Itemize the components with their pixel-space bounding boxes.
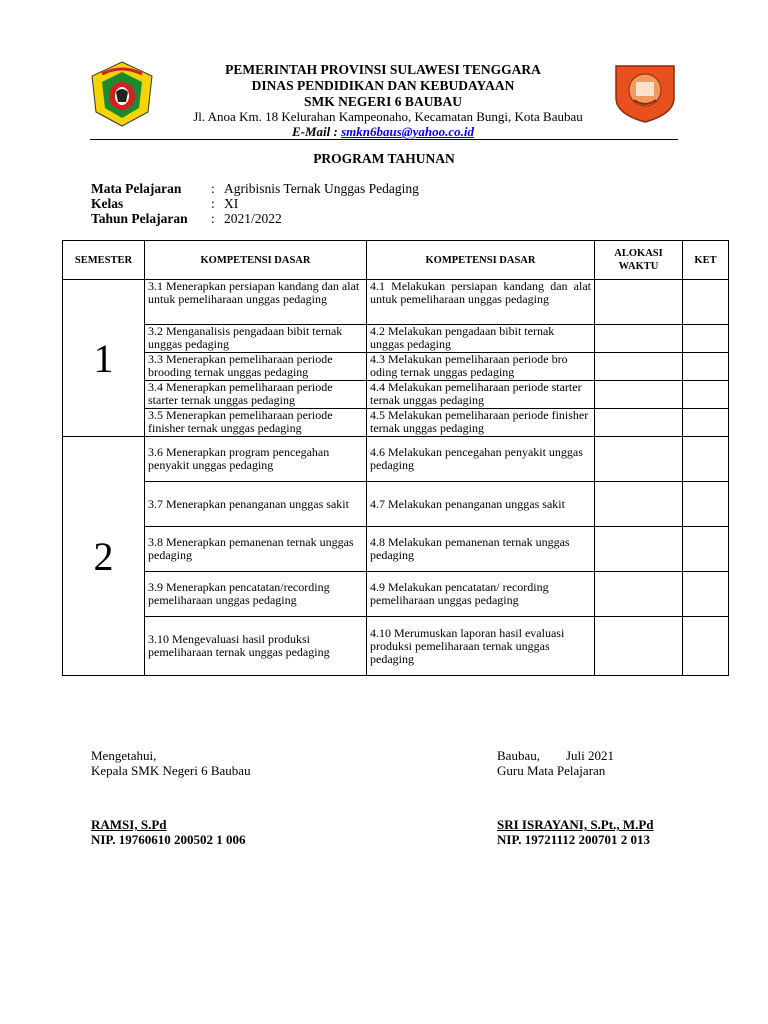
time-cell xyxy=(595,527,683,572)
signer-name: RAMSI, S.Pd xyxy=(91,817,167,832)
table-row xyxy=(63,572,729,617)
kd-knowledge-cell: 3.3 Menerapkan pemeliharaan periode brooding ternak unggas pedaging xyxy=(145,353,367,381)
sig-left-name xyxy=(91,817,167,832)
time-cell xyxy=(595,409,683,437)
header-notes: KET xyxy=(683,241,729,280)
meta-label: Mata Pelajaran xyxy=(91,181,182,196)
meta-label: Tahun Pelajaran xyxy=(91,211,188,226)
meta-value: 2021/2022 xyxy=(224,211,282,226)
kd-skill-cell: 4.2 Melakukan pengadaan bibit ternak unggas pedaging xyxy=(367,325,595,353)
province-logo xyxy=(88,58,156,130)
notes-cell xyxy=(683,409,729,437)
kd-knowledge-cell: 3.9 Menerapkan pencatatan/recording pemeliharaan unggas pedaging xyxy=(145,572,367,617)
table-row xyxy=(63,280,729,325)
header-kd-skill: KOMPETENSI DASAR xyxy=(367,241,595,280)
notes-cell xyxy=(683,280,729,325)
sig-right-date: Juli 2021 xyxy=(566,748,615,763)
program-table xyxy=(62,240,729,676)
kd-skill-cell: 4.4 Melakukan pemeliharaan periode starter ternak unggas pedaging xyxy=(367,381,595,409)
notes-cell xyxy=(683,325,729,353)
notes-cell xyxy=(683,381,729,409)
table-row xyxy=(63,617,729,676)
email-label: E-Mail : xyxy=(291,124,338,139)
header-semester: SEMESTER xyxy=(63,241,145,280)
kd-skill-cell: 4.1 Melakukan persiapan kandang dan alat untuk pemeliharaan unggas pedaging xyxy=(367,280,595,325)
header-time-allocation: ALOKASI WAKTU xyxy=(595,241,683,280)
time-cell xyxy=(595,381,683,409)
header-line-2: DINAS PENDIDIKAN DAN KEBUDAYAAN xyxy=(251,78,515,93)
kd-knowledge-cell: 3.2 Menganalisis pengadaan bibit ternak unggas pedaging xyxy=(145,325,367,353)
sig-left-line2: Kepala SMK Negeri 6 Baubau xyxy=(91,763,251,778)
table-row xyxy=(63,482,729,527)
sig-right-nip: NIP. 19721112 200701 2 013 xyxy=(497,832,651,847)
kd-knowledge-cell: 3.8 Menerapkan pemanenan ternak unggas pedaging xyxy=(145,527,367,572)
meta-value: XI xyxy=(224,196,239,211)
meta-colon: : xyxy=(211,211,215,226)
kd-knowledge-cell: 3.10 Mengevaluasi hasil produksi pemeliharaan ternak unggas pedaging xyxy=(145,617,367,676)
header-divider xyxy=(90,139,678,140)
school-logo xyxy=(610,62,680,124)
header-school-name: SMK NEGERI 6 BAUBAU xyxy=(304,94,462,109)
time-cell xyxy=(595,353,683,381)
kd-skill-cell: 4.10 Merumuskan laporan hasil evaluasi produksi pemeliharaan ternak unggas pedaging xyxy=(367,617,595,676)
kd-skill-cell: 4.5 Melakukan pemeliharaan periode finisher ternak unggas pedaging xyxy=(367,409,595,437)
header-address: Jl. Anoa Km. 18 Kelurahan Kampeonaho, Kecamatan Bungi, Kota Baubau xyxy=(193,109,583,124)
meta-row-year xyxy=(91,211,491,227)
time-cell xyxy=(595,325,683,353)
kd-knowledge-cell: 3.4 Menerapkan pemeliharaan periode starter ternak unggas pedaging xyxy=(145,381,367,409)
table-row xyxy=(63,437,729,482)
meta-row-subject xyxy=(91,181,491,197)
time-cell xyxy=(595,617,683,676)
document-title: PROGRAM TAHUNAN xyxy=(313,151,455,166)
meta-row-class xyxy=(91,196,491,212)
table-row xyxy=(63,353,729,381)
notes-cell xyxy=(683,617,729,676)
meta-value: Agribisnis Ternak Unggas Pedaging xyxy=(224,181,419,196)
notes-cell xyxy=(683,572,729,617)
notes-cell xyxy=(683,353,729,381)
kd-skill-cell: 4.7 Melakukan penanganan unggas sakit xyxy=(367,482,595,527)
meta-colon: : xyxy=(211,196,215,211)
sig-left-nip: NIP. 19760610 200502 1 006 xyxy=(91,832,246,847)
kd-skill-cell: 4.8 Melakukan pemanenan ternak unggas pedaging xyxy=(367,527,595,572)
table-row xyxy=(63,409,729,437)
kd-skill-cell: 4.6 Melakukan pencegahan penyakit unggas pedaging xyxy=(367,437,595,482)
header-line-1: PEMERINTAH PROVINSI SULAWESI TENGGARA xyxy=(225,62,541,77)
table-row xyxy=(63,325,729,353)
time-cell xyxy=(595,482,683,527)
header-email xyxy=(150,124,616,140)
table-header-row xyxy=(63,241,729,280)
header-kd-knowledge: KOMPETENSI DASAR xyxy=(145,241,367,280)
table-row xyxy=(63,527,729,572)
email-link[interactable]: smkn6baus@yahoo.co.id xyxy=(341,124,474,139)
kd-skill-cell: 4.3 Melakukan pemeliharaan periode bro oding ternak unggas pedaging xyxy=(367,353,595,381)
kd-knowledge-cell: 3.5 Menerapkan pemeliharaan periode finisher ternak unggas pedaging xyxy=(145,409,367,437)
sig-right-name xyxy=(497,817,654,832)
sig-right-place: Baubau, xyxy=(497,748,540,763)
sig-left-line1: Mengetahui, xyxy=(91,748,157,763)
kd-knowledge-cell: 3.7 Menerapkan penanganan unggas sakit xyxy=(145,482,367,527)
time-cell xyxy=(595,280,683,325)
notes-cell xyxy=(683,437,729,482)
time-cell xyxy=(595,437,683,482)
meta-label: Kelas xyxy=(91,196,124,211)
time-cell xyxy=(595,572,683,617)
semester-number: 2 xyxy=(63,437,145,676)
notes-cell xyxy=(683,482,729,527)
kd-knowledge-cell: 3.6 Menerapkan program pencegahan penyakit unggas pedaging xyxy=(145,437,367,482)
kd-knowledge-cell: 3.1 Menerapkan persiapan kandang dan alat untuk pemeliharaan unggas pedaging xyxy=(145,280,367,325)
signer-name: SRI ISRAYANI, S.Pt., M.Pd xyxy=(497,817,654,832)
meta-colon: : xyxy=(211,181,215,196)
semester-number: 1 xyxy=(63,280,145,437)
kd-skill-cell: 4.9 Melakukan pencatatan/ recording pemeliharaan unggas pedaging xyxy=(367,572,595,617)
table-row xyxy=(63,381,729,409)
notes-cell xyxy=(683,527,729,572)
sig-right-line2: Guru Mata Pelajaran xyxy=(497,763,606,778)
